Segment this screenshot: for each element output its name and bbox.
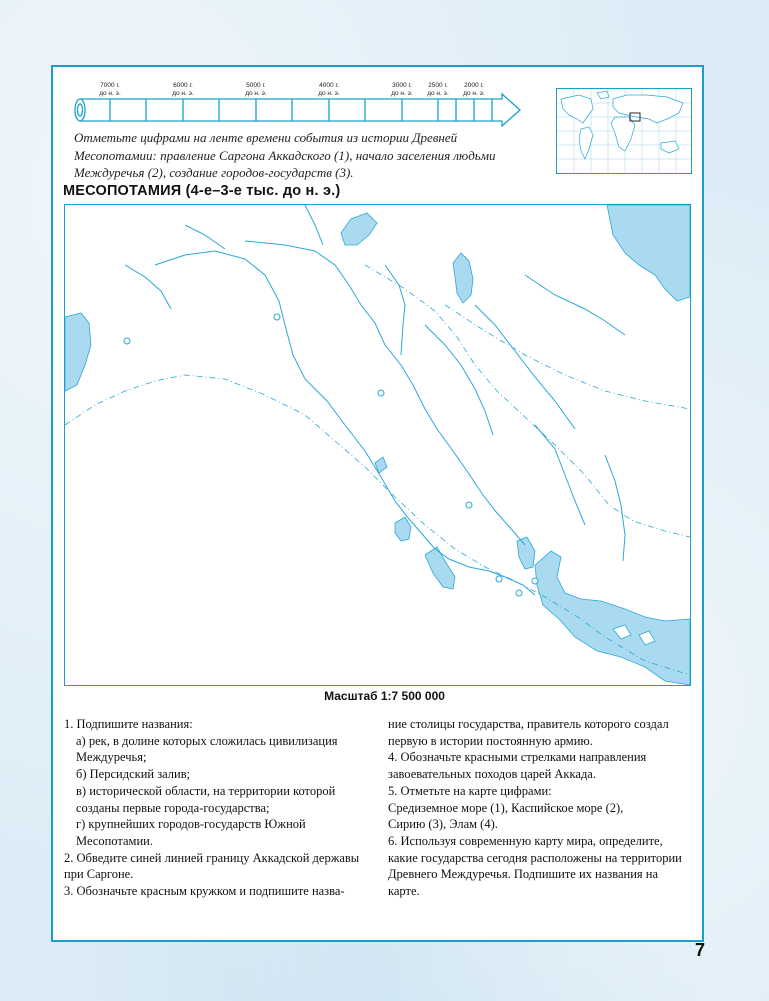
timeline-instruction: Отметьте цифрами на ленте времени события из истории Древней Месопотамии: правление Саргона Аккадского (1), начало заселения людьми Междуречья (2), создание городов-государств (3). xyxy=(74,130,496,180)
persian-gulf xyxy=(535,551,690,685)
task-line: 2. Обведите синей линией границу Аккадской державы при Саргоне. xyxy=(64,850,360,882)
tigris-river xyxy=(245,241,525,545)
task-line: ние столицы государства, правитель которого создал первую в истории постоянную армию. xyxy=(388,717,669,748)
timeline-label-7000: 7000 г. до н. э. xyxy=(99,82,121,97)
task-line: 4. Обозначьте красными стрелками направления завоевательных походов царей Аккада. xyxy=(388,750,647,782)
timeline-label-2000: 2000 г. до н. э. xyxy=(463,82,485,97)
task-line: 3. Обозначьте красным кружком и подпишите назва- xyxy=(64,884,345,899)
euphrates-river xyxy=(155,251,535,595)
lake-van xyxy=(341,213,377,245)
timeline-label-6000: 6000 г. до н. э. xyxy=(172,82,194,97)
tasks-left-column xyxy=(64,716,364,900)
timeline-ribbon xyxy=(72,82,522,132)
contour-map[interactable] xyxy=(64,204,691,686)
task-line: Средиземное море (1), Каспийское море (2), xyxy=(388,800,624,815)
timeline-label-2500: 2500 г. до н. э. xyxy=(427,82,449,97)
task-line: 6. Используя современную карту мира, определите, какие государства сегодня расположены на территории Древнего Междуречья. Подпишите их названия на карте. xyxy=(388,833,682,899)
mediterranean-sea xyxy=(65,313,91,391)
task-line: г) крупнейших городов-государств Южной Месопотамии. xyxy=(76,817,306,848)
task-line: б) Персидский залив; xyxy=(76,767,191,782)
timeline xyxy=(72,82,522,132)
map-scale: Масштаб 1:7 500 000 xyxy=(324,689,445,703)
task-line: в) исторической области, на территории которой созданы первые города-государства; xyxy=(76,783,336,815)
task-line: Сирию (3), Элам (4). xyxy=(388,817,498,832)
map-title: МЕСОПОТАМИЯ (4-е–3-е тыс. до н. э.) xyxy=(63,183,341,199)
task-line: а) рек, в долине которых сложилась цивилизация Междуречья; xyxy=(76,733,338,765)
task-line: 1. Подпишите названия: xyxy=(64,717,193,731)
caspian-sea xyxy=(607,205,690,301)
tasks-right-column xyxy=(388,716,688,900)
timeline-label-5000: 5000 г. до н. э. xyxy=(245,82,267,97)
task-line: 5. Отметьте на карте цифрами: xyxy=(388,783,552,798)
lake-urmia xyxy=(453,253,473,303)
world-inset-map xyxy=(556,88,692,174)
timeline-label-4000: 4000 г. до н. э. xyxy=(318,82,340,97)
page-number: 7 xyxy=(695,940,706,960)
timeline-label-3000: 3000 г. до н. э. xyxy=(391,82,413,97)
